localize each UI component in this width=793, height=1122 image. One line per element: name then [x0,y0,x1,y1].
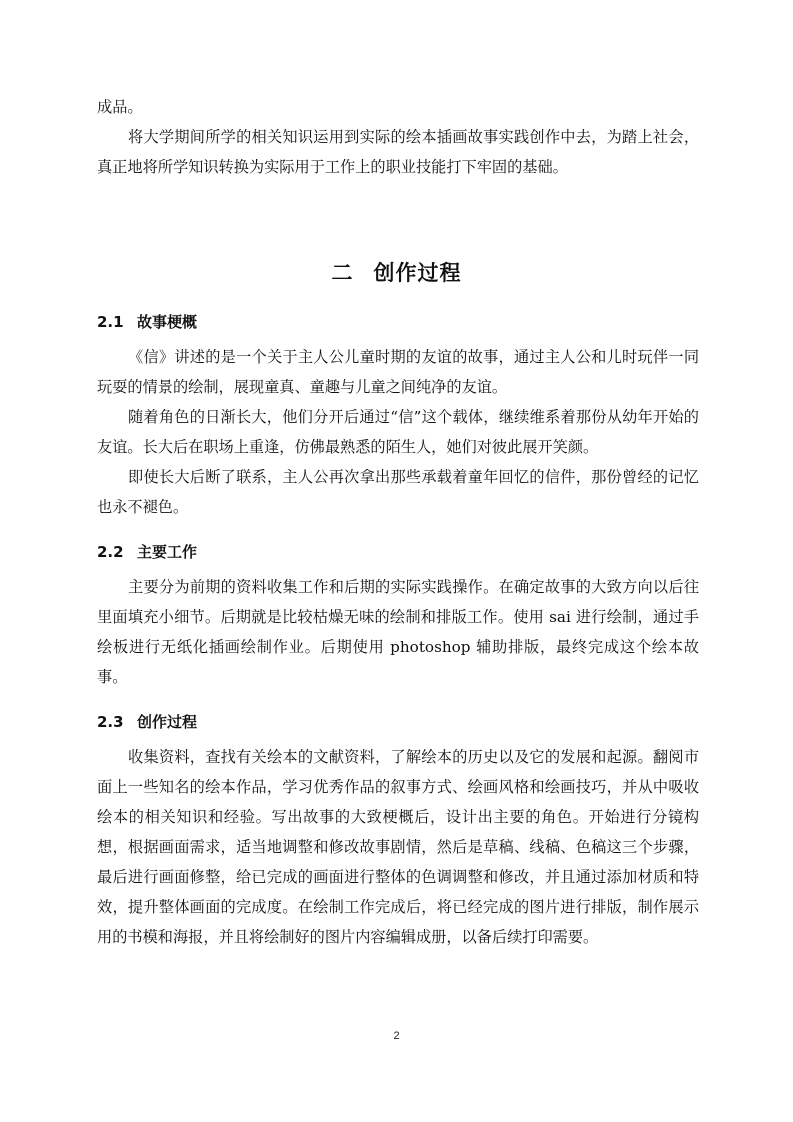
section-title: 故事梗概 [137,313,198,331]
section-title: 主要工作 [137,543,198,561]
section-title: 创作过程 [137,713,198,731]
section-heading-2-2 [97,540,197,564]
chapter-title-text: 创作过程 [373,261,462,285]
intro-paragraph-1: 成品。 [97,98,143,116]
section-2-2-paragraph-1: 主要分为前期的资料收集工作和后期的实际实践操作。在确定故事的大致方向以后往里面填充小细节。后期就是比较枯燥无味的绘制和排版工作。使用 sai 进行绘制，通过手绘板进行无纸化插画绘制作业。后期使用 photoshop 辅助排版，最终完成这个绘本故事。 [97,578,699,686]
section-2-1-paragraph-1: 《信》讲述的是一个关于主人公儿童时期的友谊的故事，通过主人公和儿时玩伴一同玩耍的情景的绘制，展现童真、童趣与儿童之间纯净的友谊。 [97,348,699,396]
section-heading-2-3 [97,710,197,734]
section-heading-2-1 [97,310,197,334]
section-2-1-paragraph-3: 即使长大后断了联系，主人公再次拿出那些承载着童年回忆的信件，那份曾经的记忆也永不褪色。 [97,468,699,516]
section-number: 2.2 [97,543,124,561]
section-number: 2.3 [97,713,124,731]
section-2-1-paragraph-2: 随着角色的日渐长大，他们分开后通过“信”这个载体，继续维系着那份从幼年开始的友谊。长大后在职场上重逢，仿佛最熟悉的陌生人，她们对彼此展开笑颜。 [97,408,699,456]
page-number: 2 [393,1030,400,1042]
intro-paragraph-2: 将大学期间所学的相关知识运用到实际的绘本插画故事实践创作中去，为踏上社会，真正地将所学知识转换为实际用于工作上的职业技能打下牢固的基础。 [97,128,699,176]
section-number: 2.1 [97,313,124,331]
chapter-title [0,258,793,288]
chapter-number: 二 [331,261,354,285]
section-2-3-paragraph-1: 收集资料，查找有关绘本的文献资料，了解绘本的历史以及它的发展和起源。翻阅市面上一些知名的绘本作品，学习优秀作品的叙事方式、绘画风格和绘画技巧，并从中吸收绘本的相关知识和经验。写出故事的大致梗概后，设计出主要的角色。开始进行分镜构想，根据画面需求，适当地调整和修改故事剧情，然后是草稿、线稿、色稿这三个步骤，最后进行画面修整，给已完成的画面进行整体的色调调整和修改，并且通过添加材质和特效，提升整体画面的完成度。在绘制工作完成后，将已经完成的图片进行排版，制作展示用的书模和海报，并且将绘制好的图片内容编辑成册，以备后续打印需要。 [97,748,699,946]
